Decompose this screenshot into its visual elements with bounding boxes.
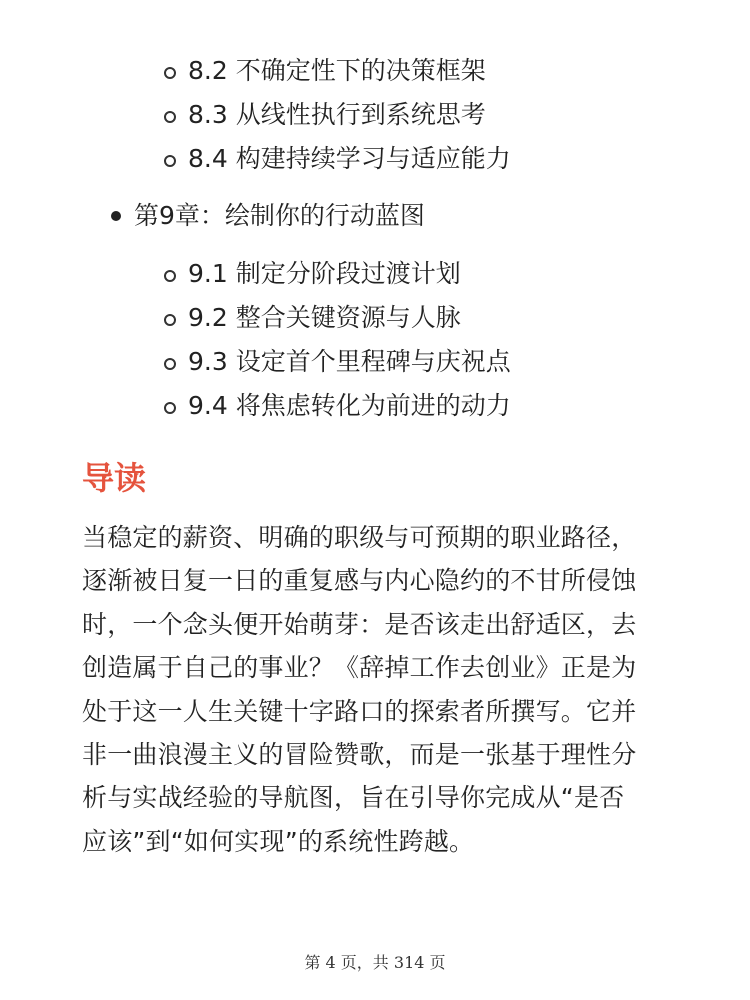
toc-chapter-item (0, 194, 750, 238)
toc-subsection-label: 9.2 整合关键资源与人脉 (188, 303, 461, 332)
toc-subsection-label: 9.3 设定首个里程碑与庆祝点 (188, 347, 511, 376)
paragraph-line: 时，一个念头便开始萌芽：是否该走出舒适区，去 (82, 609, 637, 639)
toc-subsection-label: 8.3 从线性执行到系统思考 (188, 100, 486, 129)
paragraph-line: 逐渐被日复一日的重复感与内心隐约的不甘所侵蚀 (82, 566, 637, 596)
toc-subsection-item (0, 296, 750, 340)
hollow-circle-bullet-icon (164, 358, 176, 370)
hollow-circle-bullet-icon (164, 111, 176, 123)
hollow-circle-bullet-icon (164, 314, 176, 326)
page-number-footer: 第 4 页，共 314 页 (304, 953, 446, 972)
toc-subsection-item (0, 252, 750, 296)
paragraph-line: 创造属于自己的事业？《辞掉工作去创业》正是为 (82, 653, 637, 683)
toc-chapter-label: 第9章：绘制你的行动蓝图 (134, 201, 425, 230)
section-heading-intro: 导读 (82, 459, 147, 497)
toc-subsection-item (0, 49, 750, 93)
hollow-circle-bullet-icon (164, 402, 176, 414)
toc-subsection-list-chapter-9 (0, 252, 750, 428)
hollow-circle-bullet-icon (164, 155, 176, 167)
toc-subsection-item (0, 137, 750, 181)
solid-circle-bullet-icon (111, 211, 121, 221)
hollow-circle-bullet-icon (164, 67, 176, 79)
toc-subsection-label: 8.2 不确定性下的决策框架 (188, 56, 486, 85)
hollow-circle-bullet-icon (164, 270, 176, 282)
intro-paragraph (82, 516, 672, 863)
paragraph-line: 当稳定的薪资、明确的职级与可预期的职业路径， (82, 523, 637, 552)
toc-subsection-label: 9.1 制定分阶段过渡计划 (188, 259, 461, 288)
toc-subsection-item (0, 340, 750, 384)
paragraph-line: 非一曲浪漫主义的冒险赞歌，而是一张基于理性分 (82, 739, 637, 769)
toc-subsection-item (0, 384, 750, 428)
toc-subsection-list-chapter-8 (0, 49, 750, 181)
toc-subsection-label: 9.4 将焦虑转化为前进的动力 (188, 391, 511, 420)
paragraph-line: 应该”到“如何实现”的系统性跨越。 (82, 826, 475, 856)
toc-subsection-label: 8.4 构建持续学习与适应能力 (188, 144, 511, 173)
paragraph-line: 处于这一人生关键十字路口的探索者所撰写。它并 (82, 696, 637, 726)
toc-subsection-item (0, 93, 750, 137)
paragraph-line: 析与实战经验的导航图，旨在引导你完成从“是否 (82, 783, 625, 813)
